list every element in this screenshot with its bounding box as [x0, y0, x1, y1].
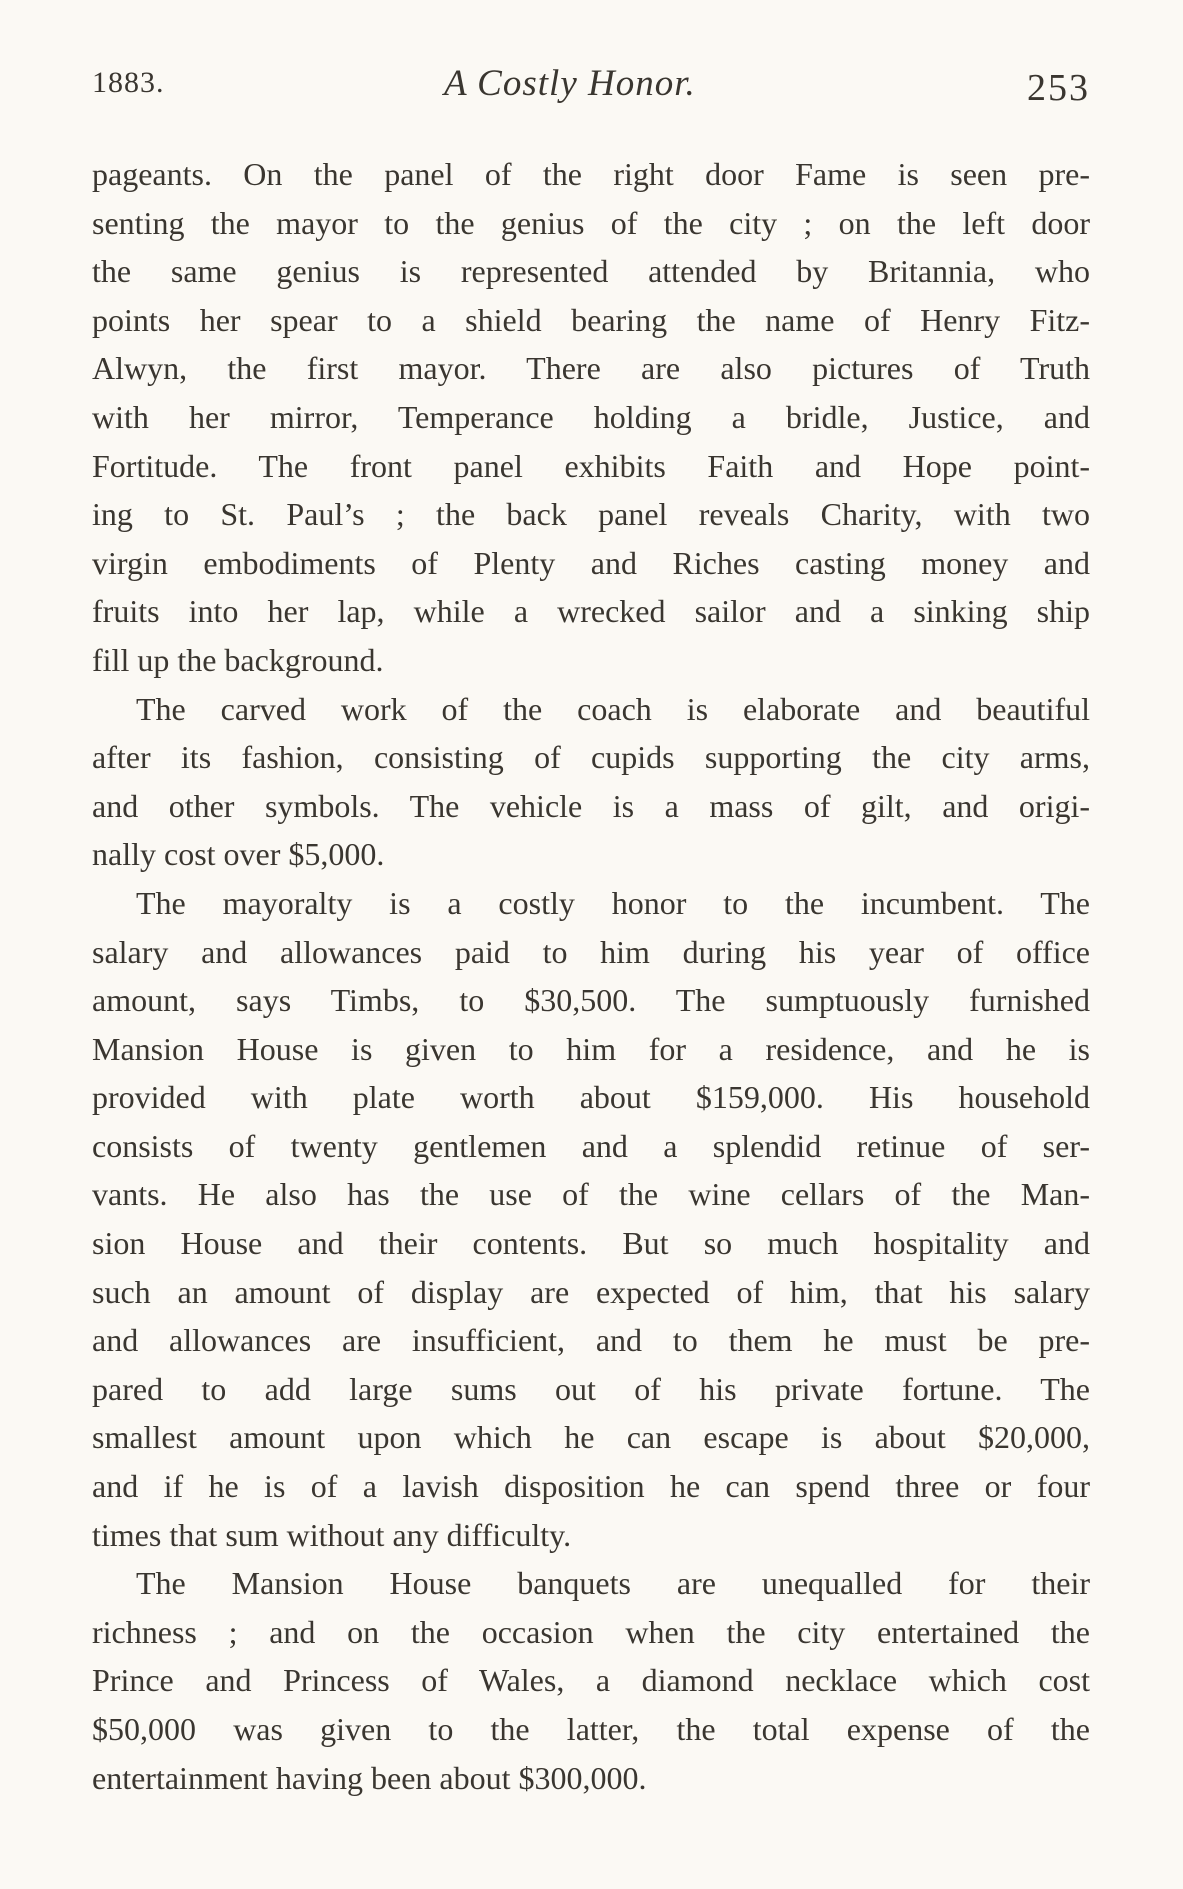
- text-line: salary and allowances paid to him during his year of office: [92, 933, 1090, 970]
- text-line: The carved work of the coach is elaborate and beautiful: [136, 690, 1090, 727]
- text-line: points her spear to a shield bearing the name of Henry Fitz-: [92, 301, 1090, 338]
- text-line: sion House and their contents. But so much hospitality and: [92, 1225, 1090, 1262]
- text-line: virgin embodiments of Plenty and Riches casting money and: [92, 544, 1090, 581]
- header-title: A Costly Honor.: [444, 63, 696, 104]
- text-line: Mansion House is given to him for a residence, and he is: [92, 1030, 1090, 1067]
- header-year: 1883.: [92, 66, 165, 99]
- text-line: The mayoralty is a costly honor to the incumbent. The: [136, 884, 1090, 921]
- text-line: $50,000 was given to the latter, the total expense of the: [92, 1711, 1090, 1747]
- text-line: provided with plate worth about $159,000. His household: [92, 1079, 1090, 1116]
- text-line: nally cost over $5,000.: [92, 836, 385, 873]
- text-line: ing to St. Paul’s ; the back panel reveals Charity, with two: [92, 496, 1090, 533]
- text-line: such an amount of display are expected of him, that his salary: [92, 1273, 1090, 1310]
- text-line: pageants. On the panel of the right door Fame is seen pre-: [92, 156, 1090, 192]
- text-line: The Mansion House banquets are unequalled for their: [136, 1565, 1090, 1602]
- text-line: amount, says Timbs, to $30,500. The sumptuously furnished: [92, 982, 1090, 1019]
- text-line: richness ; and on the occasion when the city entertained the: [92, 1613, 1090, 1650]
- text-line: senting the mayor to the genius of the city ; on the left door: [92, 204, 1090, 241]
- page-number: 253: [1027, 67, 1090, 109]
- text-line: fill up the background.: [92, 641, 384, 678]
- text-line: and if he is of a lavish disposition he can spend three or four: [92, 1468, 1090, 1505]
- text-line: Prince and Princess of Wales, a diamond necklace which cost: [92, 1662, 1090, 1699]
- text-line: entertainment having been about $300,000.: [92, 1759, 647, 1796]
- text-line: and other symbols. The vehicle is a mass of gilt, and origi-: [92, 787, 1090, 824]
- text-line: Alwyn, the first mayor. There are also pictures of Truth: [92, 350, 1090, 387]
- text-line: times that sum without any difficulty.: [92, 1516, 572, 1553]
- running-head: [92, 60, 1090, 110]
- text-line: with her mirror, Temperance holding a bridle, Justice, and: [92, 398, 1090, 435]
- text-line: fruits into her lap, while a wrecked sailor and a sinking ship: [92, 593, 1090, 630]
- text-line: smallest amount upon which he can escape is about $20,000,: [92, 1419, 1090, 1456]
- text-line: consists of twenty gentlemen and a splendid retinue of ser-: [92, 1127, 1090, 1164]
- body-text: [92, 150, 1090, 1802]
- text-line: Fortitude. The front panel exhibits Faith and Hope point-: [92, 447, 1090, 484]
- text-line: pared to add large sums out of his private fortune. The: [92, 1370, 1090, 1407]
- text-line: vants. He also has the use of the wine cellars of the Man-: [92, 1176, 1090, 1213]
- text-line: the same genius is represented attended by Britannia, who: [92, 253, 1090, 290]
- text-line: after its fashion, consisting of cupids supporting the city arms,: [92, 739, 1090, 776]
- text-line: and allowances are insufficient, and to them he must be pre-: [92, 1322, 1090, 1359]
